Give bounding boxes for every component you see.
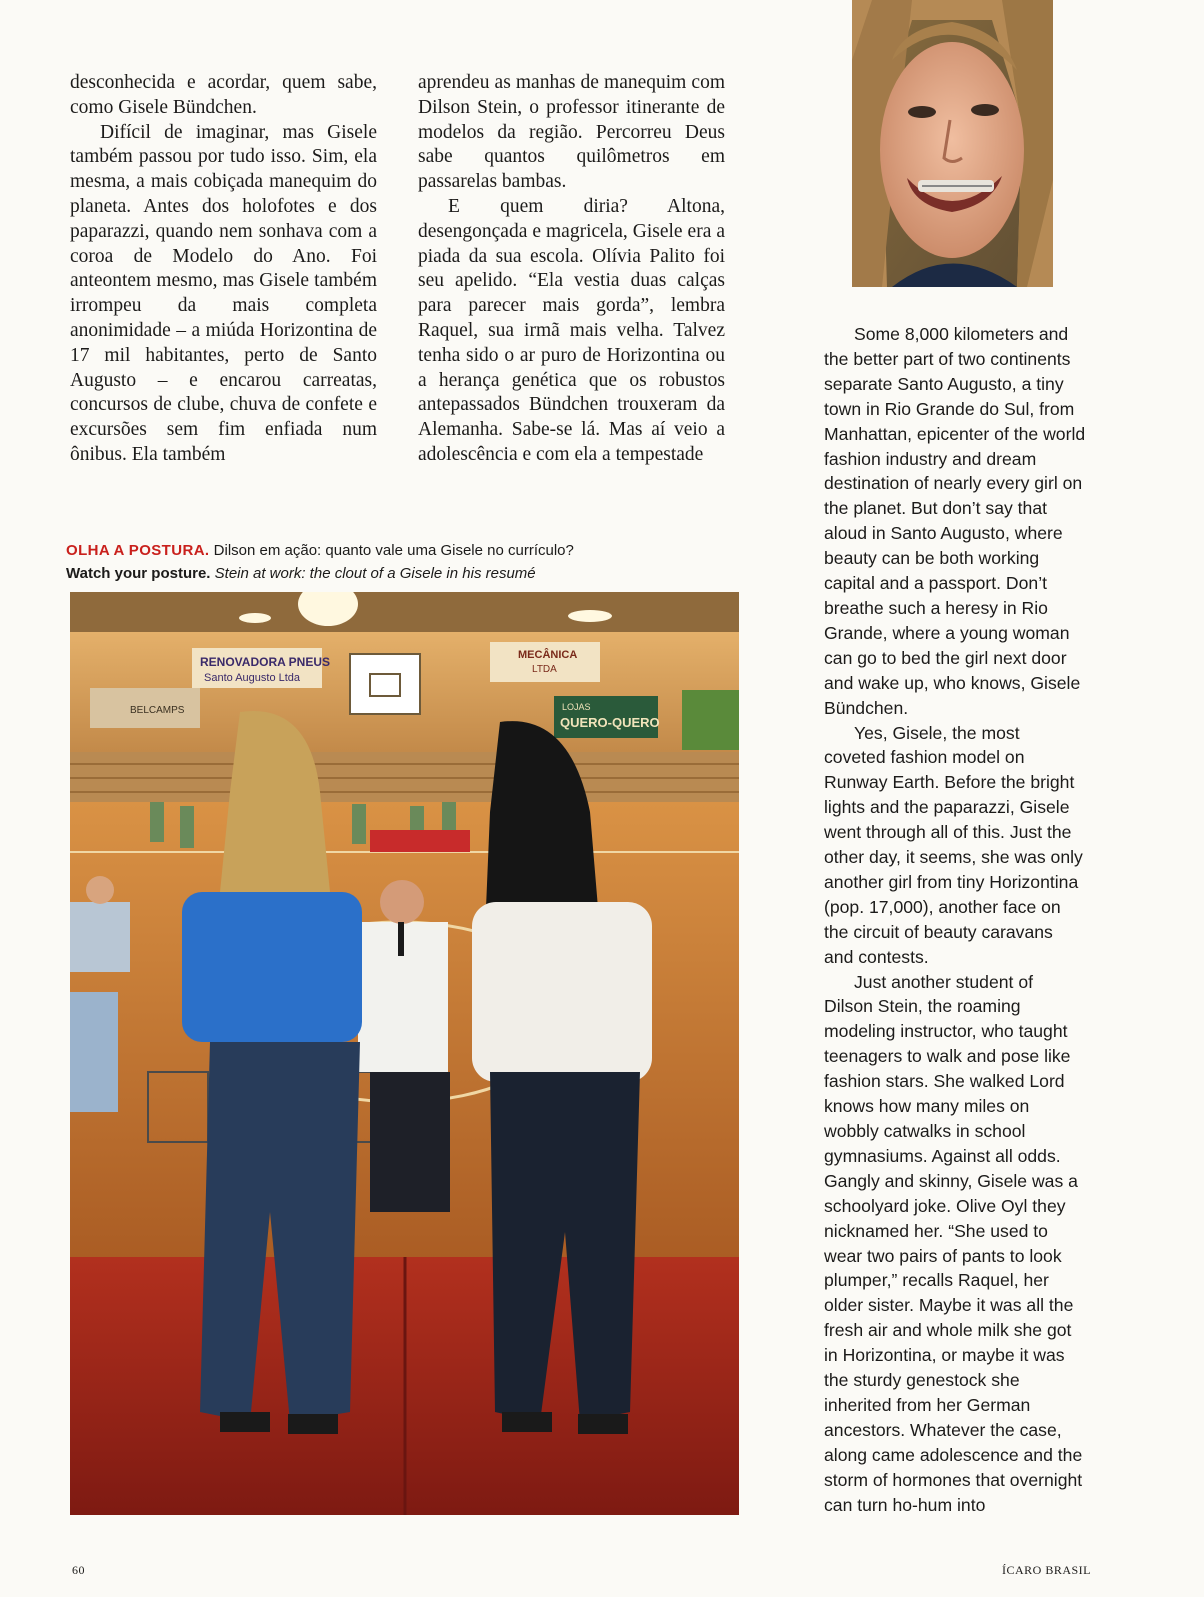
sign-2b-text: LTDA (532, 664, 557, 675)
portrait-photo (852, 0, 1053, 287)
article-column-1 (70, 71, 377, 468)
basketball-backboard (350, 654, 420, 714)
caption-portuguese (66, 539, 726, 562)
article-column-2 (418, 71, 725, 468)
col3-paragraph-1: Some 8,000 kilometers and the better part of two continents separate Santo Augusto, a tiny town in Rio Grande do Sul, from Manhattan, epicenter of the world fashion industry and dream destination of nearly every girl on the planet. But don’t say that aloud in Santo Augusto, where beauty can be both working capital and a passport. Don’t breathe such a heresy in Rio Grande, where a young woman can go to bed the girl next door and wake up, who knows, Gisele Bündchen. (824, 324, 1086, 718)
magazine-name: ÍCARO BRASIL (1002, 1563, 1092, 1577)
col3-paragraph-3: Just another student of Dilson Stein, the roaming modeling instructor, who taught teenagers to walk and pose like fashion stars. She walked Lord knows how many miles on wobbly catwalks in school gymnasiums. Against all odds. Gangly and skinny, Gisele was a schoolyard joke. Olive Oyl they nicknamed her. “She used to wear two pairs of pants to look plumper,” recalls Raquel, her older sister. Maybe it was all the fresh air and whole milk she got in Horizontina, or maybe it was the sturdy genestock she inherited from her German ancestors. Whatever the case, along came adolescence and the storm of hormones that overnight can turn ho-hum into (824, 971, 1083, 1515)
sign-2 (490, 642, 600, 682)
sign-3-text: LOJAS (562, 702, 591, 712)
sign-4-text: BELCAMPS (130, 705, 185, 716)
gymnasium-photo (70, 592, 739, 1515)
col2-paragraph-2: E quem diria? Altona, desengonçada e magricela, Gisele era a piada da sua escola. Olívia Palito foi seu apelido. “Ela vestia duas calças para parecer mais gorda”, lembra Raquel, sua irmã mais velha. Talvez tenha sido o ar puro de Horizontina ou a herança genética que os robustos antepassados Bündchen trouxeram da Alemanha. Sabe-se lá. Mas aí veio a adolescência e com ela a tempestade (418, 195, 725, 465)
col1-paragraph-2: Difícil de imaginar, mas Gisele também passou por tudo isso. Sim, ela mesma, a mais cobiçada manequim do planeta. Antes dos holofotes e dos paparazzi, quando nem sonhava com a coroa de Modelo do Ano. Foi anteontem mesmo, mas Gisele também irrompeu da mais completa anonimidade – a miúda Horizontina de 17 mil habitantes, perto de Santo Augusto – e encarou carreatas, concursos de clube, chuva de confete e excursões sem fim enfiada num ônibus. Ela também (70, 121, 377, 465)
col1-paragraph-1: desconhecida e acordar, quem sabe, como Gisele Bündchen. (70, 72, 377, 118)
sign-3b-text: QUERO-QUERO (560, 715, 660, 730)
caption-english (66, 562, 726, 585)
gymnasium-illustration (70, 592, 739, 1515)
col2-paragraph-1: aprendeu as manhas de manequim com Dilson Stein, o professor itinerante de modelos da região. Percorreu Deus sabe quantos quilômetros em passarelas bambas. (418, 72, 725, 193)
col3-paragraph-2: Yes, Gisele, the most coveted fashion model on Runway Earth. Before the bright lights and the paparazzi, Gisele went through all of this. Just the other day, it seems, she was only another girl from tiny Horizontina (pop. 17,000), another face on the circuit of beauty caravans and contests. (824, 722, 1083, 967)
caption-text-en: Stein at work: the clout of a Gisele in his resumé (214, 565, 536, 582)
sign-1-text: RENOVADORA PNEUS (200, 655, 331, 669)
caption-text-pt: Dilson em ação: quanto vale uma Gisele no currículo? (213, 542, 574, 559)
girl-white-top (472, 902, 652, 1082)
girl-blue-top (182, 892, 362, 1042)
sign-2-text: MECÂNICA (518, 649, 578, 661)
sign-1b-text: Santo Augusto Ltda (204, 672, 301, 684)
caption-label-en: Watch your posture. (66, 565, 211, 582)
caption-label-pt: OLHA A POSTURA. (66, 542, 210, 559)
page-number: 60 (72, 1563, 85, 1577)
portrait-illustration (852, 0, 1053, 287)
photo-caption (66, 539, 726, 585)
article-column-3-english (824, 322, 1086, 1518)
